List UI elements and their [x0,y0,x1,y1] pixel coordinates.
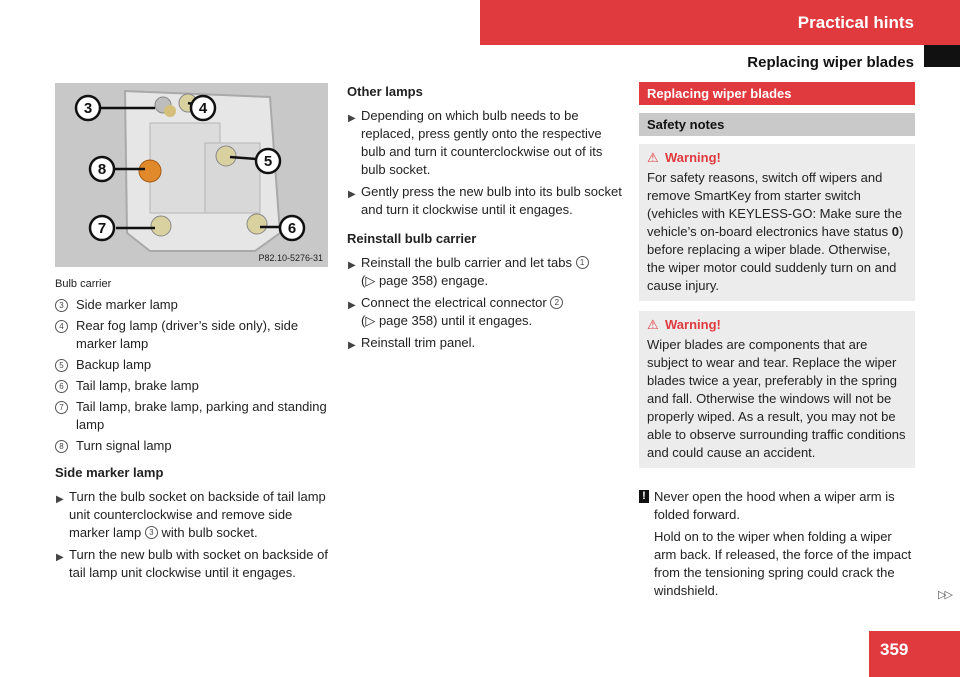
step-text: with bulb socket. [161,525,258,540]
step-text: Depending on which bulb needs to be replaced, press gently onto the respective bulb and turn it counterclockwise out of its bulb socket. [361,108,603,177]
step-item [347,107,627,179]
step-text: Reinstall trim panel. [361,335,476,350]
legend-num: 7 [55,401,68,414]
warning-heading [647,316,907,334]
legend-item [55,437,330,455]
arrow-icon: ▶ [348,113,356,124]
figure-code: P82.10-5276-31 [258,253,323,263]
side-marker-steps [55,488,330,582]
step-item [347,183,627,219]
step-text: Reinstall the bulb carrier and let tabs [361,255,573,270]
arrow-icon: ▶ [56,552,64,563]
step-item [347,254,627,290]
legend-text: Backup lamp [76,357,152,372]
reinstall-steps [347,254,627,352]
callout-legend [55,296,330,455]
inline-callout: 1 [576,256,589,269]
section-banner: Replacing wiper blades [639,82,915,105]
middle-column [347,83,627,356]
legend-num: 8 [55,440,68,453]
step-text: Gently press the new bulb into its bulb socket and turn it clockwise until it engages. [361,184,622,217]
warning-status-value: 0 [891,224,899,239]
step-item [55,546,330,582]
legend-text: Tail lamp, brake lamp, parking and standing lamp [76,399,327,432]
step-text: Turn the bulb socket on backside of tail lamp unit counterclockwise and remove side marker lamp [69,489,326,540]
warning-label: Warning! [665,150,721,165]
legend-num: 4 [55,320,68,333]
callout-7: 7 [97,220,107,237]
bulb-carrier-photo [55,83,328,267]
legend-item [55,296,330,314]
callout-5: 5 [263,153,273,170]
side-marker-heading: Side marker lamp [55,465,164,480]
callout-4: 4 [198,100,208,117]
callout-6: 6 [287,220,297,237]
legend-item [55,317,330,353]
legend-num: 3 [55,299,68,312]
subsection-banner: Safety notes [639,113,915,136]
legend-text: Rear fog lamp (driver’s side only), side marker lamp [76,318,299,351]
caution-note [639,488,915,600]
step-text: Connect the electrical connector [361,295,547,310]
legend-item [55,398,330,434]
inline-callout: 3 [145,526,158,539]
page-number: 359 [880,640,909,659]
page-reference[interactable]: (▷ page 358) until it engages. [361,313,533,328]
step-text: Turn the new bulb with socket on backside of tail lamp unit clockwise until it engages. [69,547,328,580]
inline-callout: 2 [550,296,563,309]
legend-text: Side marker lamp [76,297,178,312]
warning-text-part: ) before replacing a wiper blade. Otherwise, the wiper motor could suddenly turn on and cause injury. [647,224,904,293]
note-paragraph: Hold on to the wiper when folding a wiper arm back. If released, the force of the impact from the tensioning spring could crack the windshield. [654,529,912,598]
figure-caption: Bulb carrier [55,278,112,290]
legend-text: Turn signal lamp [76,438,172,453]
legend-item [55,377,330,395]
warning-box [639,311,915,468]
legend-text: Tail lamp, brake lamp [76,378,199,393]
callout-3: 3 [83,100,93,117]
warning-text-part: For safety reasons, switch off wipers and remove SmartKey from starter switch (vehicles with KEYLESS-GO: Make sure the vehicle’s on-board electronics have status [647,170,903,239]
legend-num: 6 [55,380,68,393]
warning-text [647,169,907,295]
chapter-title: Practical hints [797,13,914,32]
reinstall-heading: Reinstall bulb carrier [347,231,477,246]
legend-num: 5 [55,359,68,372]
other-lamps-heading: Other lamps [347,84,423,99]
warning-label: Warning! [665,317,721,332]
step-item [55,488,330,542]
section-title: Replacing wiper blades [747,54,914,71]
warning-heading [647,149,907,167]
warning-triangle-icon: ⚠ [647,317,659,332]
note-paragraph: Never open the hood when a wiper arm is folded forward. [654,489,895,522]
arrow-icon: ▶ [348,340,356,351]
right-column [639,82,915,604]
warning-triangle-icon: ⚠ [647,150,659,165]
step-item [347,294,627,330]
callout-8: 8 [97,161,107,178]
header-tab-marker [924,45,960,67]
left-column [55,83,330,586]
other-lamps-steps [347,107,627,219]
continue-marker: ▷▷ [938,589,951,601]
exclamation-icon: ! [639,490,649,503]
step-item [347,334,627,352]
arrow-icon: ▶ [56,494,64,505]
legend-item [55,356,330,374]
warning-box [639,144,915,301]
warning-text: Wiper blades are components that are subject to wear and tear. Replace the wiper blades twice a year, preferably in the spring and fall. Otherwise the windows will not be properly wiped. As a result, you may not be able to observe surrounding traffic conditions and could cause an accident. [647,337,906,460]
arrow-icon: ▶ [348,260,356,271]
arrow-icon: ▶ [348,189,356,200]
page-reference[interactable]: (▷ page 358) engage. [361,273,489,288]
arrow-icon: ▶ [348,300,356,311]
